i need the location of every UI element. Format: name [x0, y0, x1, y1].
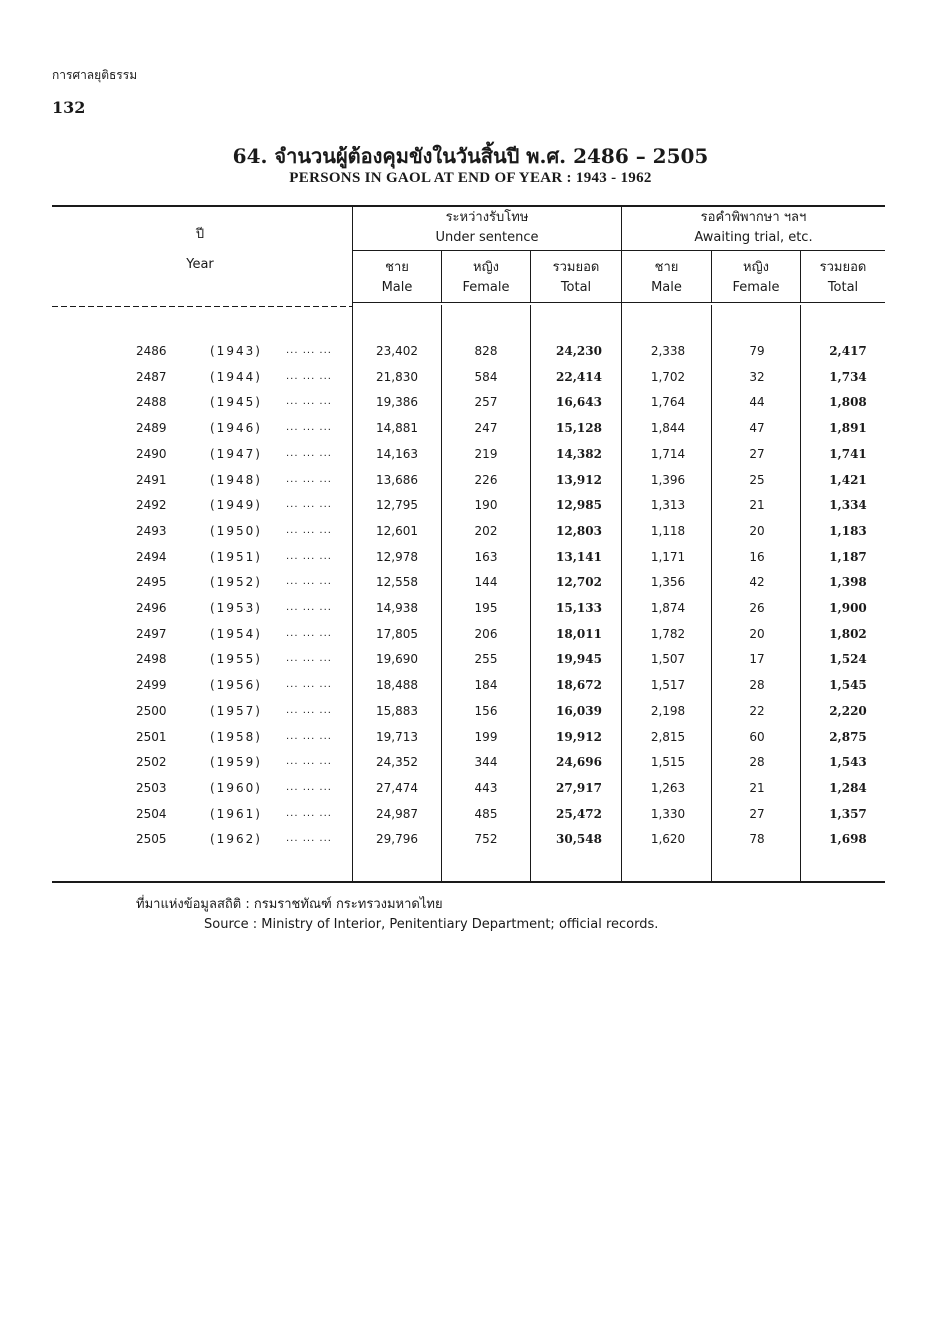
awaiting-male-cell: 2,338: [650, 344, 686, 358]
year-header-english: Year: [186, 257, 214, 272]
awaiting-female-cell: 32: [749, 369, 765, 384]
under-female-cell: 163: [474, 549, 498, 564]
under-total-cell: 24,230: [556, 344, 602, 358]
under-total-header: [531, 258, 621, 298]
leader-dots-cell: ... ... ...: [286, 704, 332, 716]
under-total-cell: 19,945: [556, 652, 602, 667]
under-total-cell: 24,696: [556, 755, 602, 770]
awaiting-total-cell: 1,357: [829, 806, 867, 821]
under-female-cell: 485: [474, 806, 498, 821]
under-female-cell: 199: [474, 729, 498, 744]
table-row: [0, 806, 941, 824]
year-be-cell: 2489: [136, 421, 167, 436]
table-row: [0, 343, 941, 361]
under-male-cell: 19,713: [376, 729, 418, 744]
year-be-cell: 2502: [136, 755, 167, 770]
awaiting-male-cell: 1,874: [650, 601, 686, 615]
year-header: [150, 225, 250, 275]
table-row: [0, 831, 941, 849]
awaiting-total-cell: 1,398: [829, 575, 867, 590]
awaiting-male-cell: 1,356: [650, 575, 686, 590]
table-row: [0, 420, 941, 438]
table-title-thai: 64. จำนวนผู้ต้องคุมขังในวันสิ้นปี พ.ศ. 2486 – 2505: [232, 144, 709, 168]
under-male-cell: 23,402: [376, 344, 418, 358]
awaiting-male-cell: 1,517: [650, 678, 686, 693]
under-female-cell: 202: [474, 523, 498, 538]
awaiting-female-cell: 42: [749, 575, 765, 590]
awaiting-total-cell: 1,183: [829, 523, 867, 538]
year-be-cell: 2501: [136, 729, 167, 744]
under-female-cell: 344: [474, 755, 498, 770]
under-male-cell: 14,938: [376, 601, 418, 615]
under-female-cell: 752: [474, 832, 498, 847]
awaiting-total-cell: 1,900: [829, 601, 867, 615]
year-ce-cell: (1951): [210, 549, 262, 564]
awaiting-male-cell: 1,171: [650, 549, 686, 564]
year-header-thai: ปี: [195, 227, 205, 242]
under-sentence-thai: ระหว่างรับโทษ: [445, 210, 529, 225]
awaiting-male-cell: 1,515: [650, 755, 686, 770]
under-male-cell: 12,558: [376, 575, 418, 590]
source-thai: ที่มาแห่งข้อมูลสถิติ : กรมราชทัณฑ์ กระทรวงมหาดไทย: [136, 897, 443, 912]
group-rule-under: [353, 250, 621, 251]
year-be-cell: 2497: [136, 626, 167, 641]
leader-dots-cell: ... ... ...: [286, 730, 332, 742]
year-ce-cell: (1961): [210, 806, 262, 821]
under-female-cell: 195: [474, 601, 498, 615]
awaiting-total-cell: 1,334: [829, 498, 867, 513]
under-total-cell: 22,414: [556, 369, 602, 384]
total-thai: รวมยอด: [819, 260, 867, 275]
year-ce-cell: (1950): [210, 523, 262, 538]
year-ce-cell: (1949): [210, 498, 262, 513]
under-female-cell: 206: [474, 626, 498, 641]
under-female-cell: 156: [474, 703, 498, 718]
table-row: [0, 600, 941, 618]
awaiting-male-cell: 1,330: [650, 806, 686, 821]
year-be-cell: 2504: [136, 806, 167, 821]
awaiting-female-cell: 28: [749, 755, 765, 770]
table-row: [0, 446, 941, 464]
under-sentence-header: [353, 208, 621, 248]
awaiting-male-cell: 1,702: [650, 369, 686, 384]
under-female-cell: 144: [474, 575, 498, 590]
awaiting-female-cell: 28: [749, 678, 765, 693]
under-male-cell: 24,352: [376, 755, 418, 770]
table-row: [0, 703, 941, 721]
awaiting-male-cell: 2,198: [650, 703, 686, 718]
under-male-cell: 24,987: [376, 806, 418, 821]
under-total-cell: 15,128: [556, 421, 602, 436]
under-total-cell: 19,912: [556, 729, 602, 744]
year-be-cell: 2493: [136, 523, 167, 538]
table-row: [0, 523, 941, 541]
year-ce-cell: (1953): [210, 601, 262, 615]
awaiting-total-cell: 1,524: [829, 652, 867, 667]
under-female-cell: 257: [474, 395, 498, 410]
under-male-cell: 12,795: [376, 498, 418, 513]
leader-dots-cell: ... ... ...: [286, 756, 332, 768]
leader-dots-cell: ... ... ...: [286, 473, 332, 485]
under-male-cell: 27,474: [376, 780, 418, 795]
table-row: [0, 549, 941, 567]
leader-dots-cell: ... ... ...: [286, 422, 332, 434]
table-row: [0, 651, 941, 669]
leader-dots-cell: ... ... ...: [286, 499, 332, 511]
table-row: [0, 574, 941, 592]
awaiting-trial-english: Awaiting trial, etc.: [694, 230, 813, 245]
awaiting-female-cell: 21: [749, 780, 765, 795]
leader-dots-cell: ... ... ...: [286, 602, 332, 613]
year-ce-cell: (1960): [210, 780, 262, 795]
male-english: Male: [651, 280, 682, 295]
table-row: [0, 472, 941, 490]
table-row: [0, 729, 941, 747]
under-male-cell: 14,881: [376, 421, 418, 436]
leader-dots-cell: ... ... ...: [286, 653, 332, 665]
awaiting-total-header: [801, 258, 885, 298]
page-number: 132: [52, 98, 86, 117]
awaiting-male-cell: 1,313: [650, 498, 686, 513]
year-ce-cell: (1945): [210, 395, 262, 410]
year-ce-cell: (1948): [210, 472, 262, 487]
under-female-cell: 226: [474, 472, 498, 487]
under-female-cell: 190: [474, 498, 498, 513]
total-english: Total: [560, 280, 592, 295]
under-total-cell: 27,917: [556, 780, 602, 795]
awaiting-total-cell: 1,734: [829, 369, 867, 384]
awaiting-male-cell: 1,764: [650, 395, 686, 410]
leader-dots-cell: ... ... ...: [286, 627, 332, 639]
awaiting-female-cell: 47: [749, 421, 765, 436]
under-female-cell: 219: [474, 446, 498, 461]
awaiting-female-cell: 21: [749, 498, 765, 513]
awaiting-female-cell: 16: [749, 549, 765, 564]
male-english: Male: [381, 280, 413, 295]
under-male-cell: 12,978: [376, 549, 418, 564]
under-total-cell: 13,912: [556, 472, 602, 487]
under-male-cell: 19,690: [376, 652, 418, 667]
year-ce-cell: (1954): [210, 626, 262, 641]
year-be-cell: 2486: [136, 344, 167, 358]
awaiting-total-cell: 1,802: [829, 626, 867, 641]
under-total-cell: 15,133: [556, 601, 602, 615]
awaiting-trial-thai: รอคำพิพากษา ฯลฯ: [700, 210, 807, 225]
awaiting-total-cell: 1,545: [829, 678, 867, 693]
table-row: [0, 394, 941, 412]
year-ce-cell: (1943): [210, 344, 262, 358]
awaiting-female-cell: 27: [749, 806, 765, 821]
awaiting-female-cell: 26: [749, 601, 765, 615]
awaiting-total-cell: 1,891: [829, 421, 867, 436]
year-ce-cell: (1944): [210, 369, 262, 384]
year-be-cell: 2491: [136, 472, 167, 487]
leader-dots-cell: ... ... ...: [286, 524, 332, 536]
table-title-english: PERSONS IN GAOL AT END OF YEAR : 1943 - 1962: [289, 170, 652, 186]
under-male-cell: 15,883: [376, 703, 418, 718]
leader-dots-cell: ... ... ...: [286, 807, 332, 819]
year-be-cell: 2494: [136, 549, 167, 564]
year-ce-cell: (1955): [210, 652, 262, 667]
year-ce-cell: (1946): [210, 421, 262, 436]
awaiting-total-cell: 1,543: [829, 755, 867, 770]
under-male-cell: 12,601: [376, 523, 418, 538]
awaiting-total-cell: 1,284: [829, 780, 867, 795]
under-female-cell: 247: [474, 421, 498, 436]
under-male-cell: 13,686: [376, 472, 418, 487]
under-female-cell: 255: [474, 652, 498, 667]
awaiting-female-cell: 27: [749, 446, 765, 461]
table-row: [0, 626, 941, 644]
table-row: [0, 754, 941, 772]
under-total-cell: 30,548: [556, 832, 602, 847]
awaiting-male-cell: 1,714: [650, 446, 686, 461]
under-female-header: [442, 258, 530, 298]
under-female-cell: 828: [474, 344, 498, 358]
awaiting-trial-header: [622, 208, 885, 248]
year-be-cell: 2503: [136, 780, 167, 795]
source-english: Source : Ministry of Interior, Penitentiary Department; official records.: [204, 917, 659, 932]
under-male-cell: 18,488: [376, 678, 418, 693]
table-row: [0, 677, 941, 695]
under-total-cell: 12,985: [556, 498, 602, 513]
under-total-cell: 18,011: [556, 626, 602, 641]
awaiting-male-cell: 1,396: [650, 472, 686, 487]
year-ce-cell: (1956): [210, 678, 262, 693]
year-ce-cell: (1952): [210, 575, 262, 590]
leader-dots-cell: ... ... ...: [286, 447, 332, 459]
under-total-cell: 16,643: [556, 395, 602, 410]
awaiting-total-cell: 2,220: [829, 703, 867, 718]
year-be-cell: 2500: [136, 703, 167, 718]
female-english: Female: [462, 280, 510, 295]
awaiting-female-cell: 78: [749, 832, 765, 847]
under-total-cell: 14,382: [556, 446, 602, 461]
awaiting-female-cell: 20: [749, 626, 765, 641]
awaiting-female-cell: 22: [749, 703, 765, 718]
under-total-cell: 25,472: [556, 806, 602, 821]
year-ce-cell: (1962): [210, 832, 262, 847]
awaiting-total-cell: 1,741: [829, 446, 867, 461]
leader-dots-cell: ... ... ...: [286, 550, 332, 562]
under-female-cell: 443: [474, 780, 498, 795]
table-top-rule: [52, 205, 885, 207]
year-be-cell: 2488: [136, 395, 167, 410]
leader-dots-cell: ... ... ...: [286, 679, 332, 691]
table-row: [0, 497, 941, 515]
awaiting-total-cell: 1,698: [829, 832, 867, 847]
female-thai: หญิง: [473, 260, 499, 275]
awaiting-male-cell: 2,815: [650, 729, 686, 744]
group-rule-awaiting: [622, 250, 885, 251]
total-thai: รวมยอด: [552, 260, 600, 275]
year-ce-cell: (1957): [210, 703, 262, 718]
year-ce-cell: (1947): [210, 446, 262, 461]
under-total-cell: 12,702: [556, 575, 602, 590]
awaiting-male-cell: 1,782: [650, 626, 686, 641]
awaiting-male-header: [622, 258, 711, 298]
awaiting-female-cell: 20: [749, 523, 765, 538]
awaiting-total-cell: 1,187: [829, 549, 867, 564]
leader-dots-cell: ... ... ...: [286, 833, 332, 845]
under-male-cell: 21,830: [376, 369, 418, 384]
table-bottom-rule: [52, 881, 885, 883]
awaiting-female-cell: 25: [749, 472, 765, 487]
awaiting-total-cell: 1,808: [829, 395, 867, 410]
under-male-cell: 19,386: [376, 395, 418, 410]
year-be-cell: 2492: [136, 498, 167, 513]
awaiting-female-cell: 79: [749, 344, 765, 358]
male-thai: ชาย: [654, 260, 679, 275]
total-english: Total: [827, 280, 859, 295]
awaiting-female-cell: 17: [749, 652, 765, 667]
female-thai: หญิง: [743, 260, 769, 275]
year-be-cell: 2505: [136, 832, 167, 847]
under-total-cell: 13,141: [556, 549, 602, 564]
under-male-cell: 29,796: [376, 832, 418, 847]
awaiting-male-cell: 1,620: [650, 832, 686, 847]
under-female-cell: 584: [474, 369, 498, 384]
awaiting-total-cell: 1,421: [829, 472, 867, 487]
table-row: [0, 369, 941, 387]
year-be-cell: 2487: [136, 369, 167, 384]
under-total-cell: 12,803: [556, 523, 602, 538]
under-male-cell: 14,163: [376, 446, 418, 461]
year-be-cell: 2495: [136, 575, 167, 590]
female-english: Female: [732, 280, 780, 295]
year-be-cell: 2499: [136, 678, 167, 693]
under-male-header: [353, 258, 441, 298]
male-thai: ชาย: [385, 260, 409, 275]
awaiting-female-cell: 60: [749, 729, 765, 744]
header-bottom-rule: [353, 302, 885, 303]
table-row: [0, 780, 941, 798]
awaiting-male-cell: 1,507: [650, 652, 686, 667]
awaiting-male-cell: 1,118: [650, 523, 686, 538]
awaiting-female-cell: 44: [749, 395, 765, 410]
leader-dots-cell: ... ... ...: [286, 345, 332, 356]
awaiting-total-cell: 2,417: [829, 344, 867, 358]
awaiting-male-cell: 1,263: [650, 780, 686, 795]
awaiting-female-header: [712, 258, 800, 298]
year-be-cell: 2498: [136, 652, 167, 667]
under-total-cell: 16,039: [556, 703, 602, 718]
year-be-cell: 2490: [136, 446, 167, 461]
year-header-rule: [52, 306, 352, 307]
under-sentence-english: Under sentence: [435, 230, 539, 245]
awaiting-male-cell: 1,844: [650, 421, 686, 436]
year-be-cell: 2496: [136, 601, 167, 615]
leader-dots-cell: ... ... ...: [286, 576, 332, 588]
year-ce-cell: (1959): [210, 755, 262, 770]
under-total-cell: 18,672: [556, 678, 602, 693]
section-header: การศาลยุติธรรม: [52, 68, 138, 82]
year-ce-cell: (1958): [210, 729, 262, 744]
awaiting-total-cell: 2,875: [829, 729, 867, 744]
leader-dots-cell: ... ... ...: [286, 370, 332, 382]
leader-dots-cell: ... ... ...: [286, 396, 332, 408]
leader-dots-cell: ... ... ...: [286, 781, 332, 793]
under-male-cell: 17,805: [376, 626, 418, 641]
under-female-cell: 184: [474, 678, 498, 693]
